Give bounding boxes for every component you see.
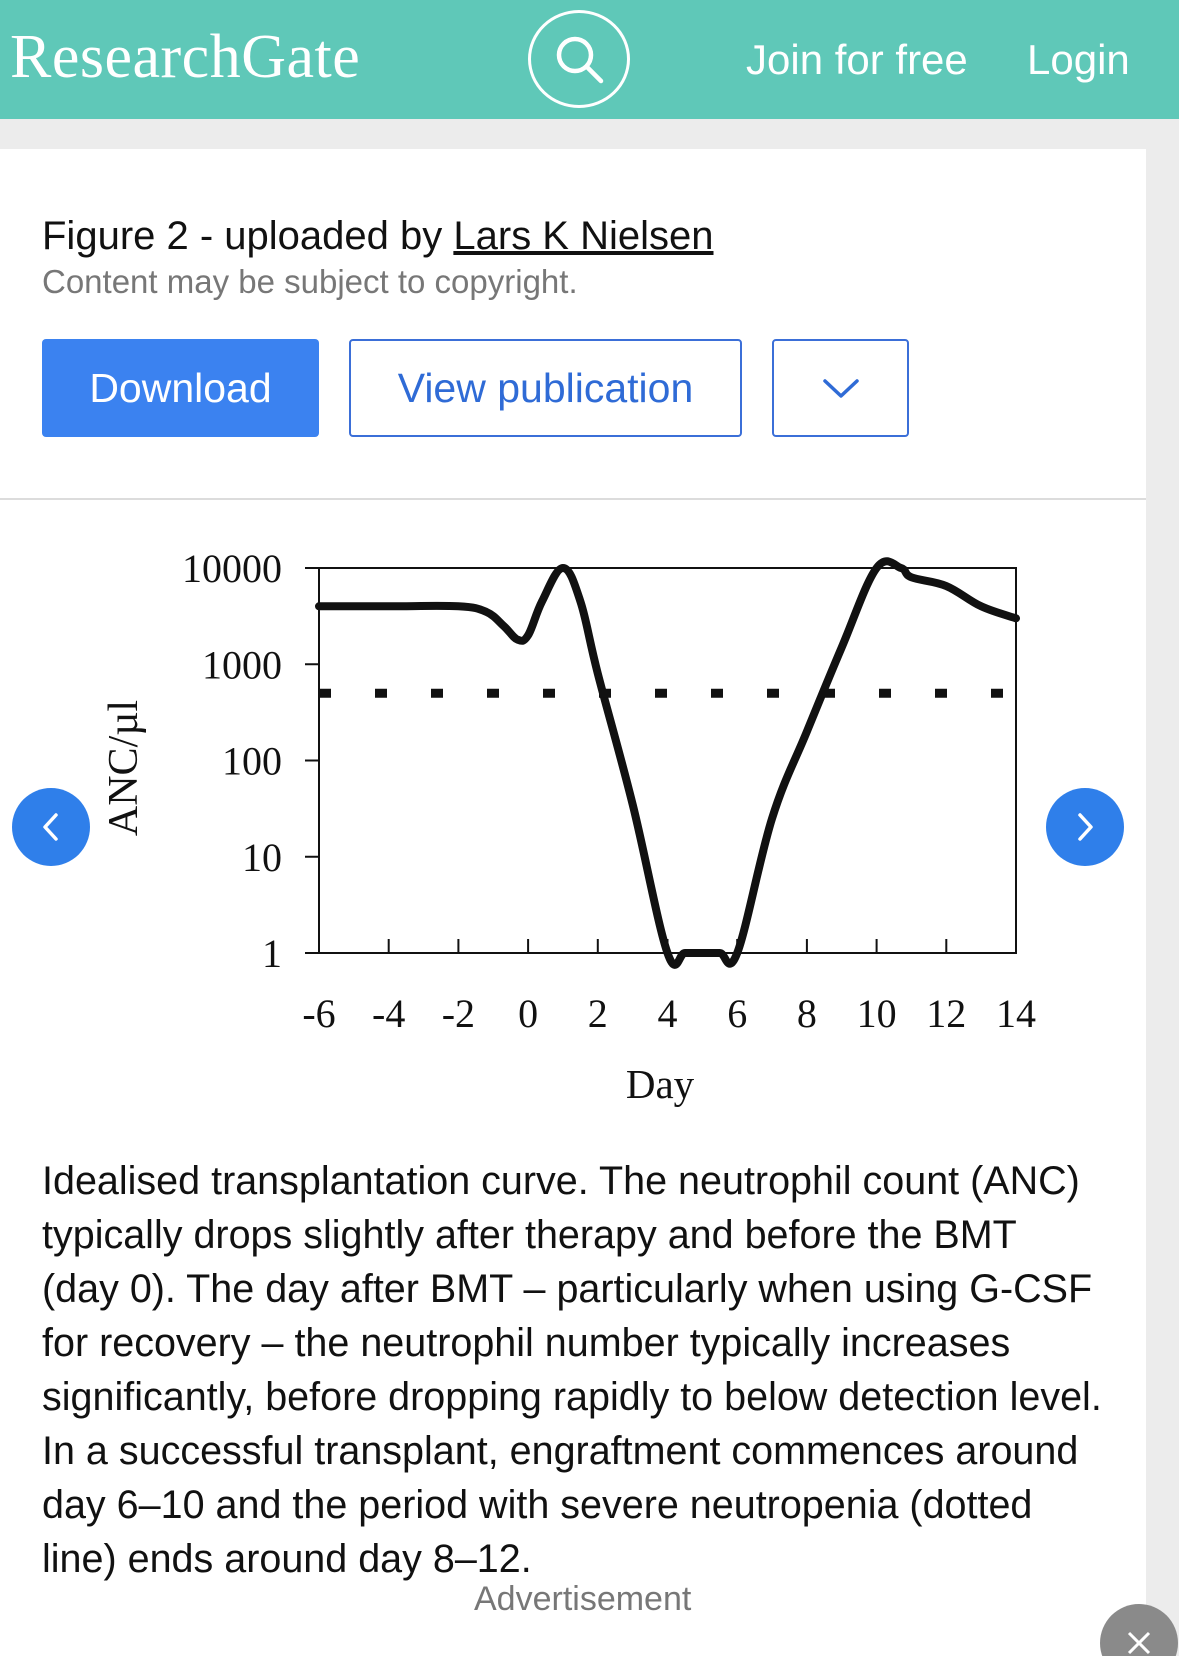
y-tick-label: 10 <box>242 834 282 880</box>
x-tick-label: 12 <box>926 991 967 1036</box>
chevron-right-icon <box>1070 810 1100 844</box>
figure-title-prefix: Figure 2 - uploaded by <box>42 214 454 258</box>
researchgate-logo[interactable]: ResearchGate <box>10 23 361 91</box>
copyright-notice: Content may be subject to copyright. <box>42 263 578 300</box>
x-tick-label: 14 <box>996 991 1036 1036</box>
y-tick-label: 100 <box>222 738 282 784</box>
download-button[interactable]: Download <box>42 339 319 437</box>
previous-figure-button[interactable] <box>12 788 90 866</box>
x-tick-label: -4 <box>372 991 406 1036</box>
x-axis-label: Day <box>625 1061 695 1107</box>
x-tick-label: 2 <box>587 991 608 1036</box>
plot-frame <box>319 568 1016 953</box>
x-tick-label: -6 <box>302 991 336 1036</box>
y-axis-label: ANC/µl <box>101 699 147 837</box>
advertisement-label: Advertisement <box>474 1580 692 1618</box>
x-tick-label: -2 <box>441 991 476 1036</box>
next-figure-button[interactable] <box>1046 788 1124 866</box>
x-tick-label: 6 <box>727 991 748 1036</box>
x-tick-label: 0 <box>518 991 539 1036</box>
anc-curve <box>319 561 1016 965</box>
y-tick-label: 1 <box>262 931 282 976</box>
x-tick-label: 10 <box>856 991 897 1036</box>
login-link[interactable]: Login <box>1027 36 1130 83</box>
uploader-link[interactable]: Lars K Nielsen <box>453 214 714 258</box>
close-icon <box>1124 1628 1154 1656</box>
y-tick-label: 1000 <box>202 642 282 688</box>
y-tick-label: 10000 <box>182 546 282 591</box>
view-publication-button[interactable]: View publication <box>349 339 742 437</box>
x-tick-label: 8 <box>796 991 817 1036</box>
x-tick-label: 4 <box>657 991 678 1036</box>
figure-caption: Idealised transplantation curve. The neutrophil count (ANC) typically drops slightly after therapy and before the BMT (day 0). The day after BMT – particularly when using G-CSF for recovery – the neutrophil number typically increases significantly, before dropping rapidly to below detection level. In a successful transplant, engraftment commences around day 6–10 and the period with severe neutropenia (dotted line) ends around day 8–12. <box>42 1159 1102 1581</box>
join-for-free-link[interactable]: Join for free <box>746 36 968 83</box>
chevron-left-icon <box>36 810 66 844</box>
